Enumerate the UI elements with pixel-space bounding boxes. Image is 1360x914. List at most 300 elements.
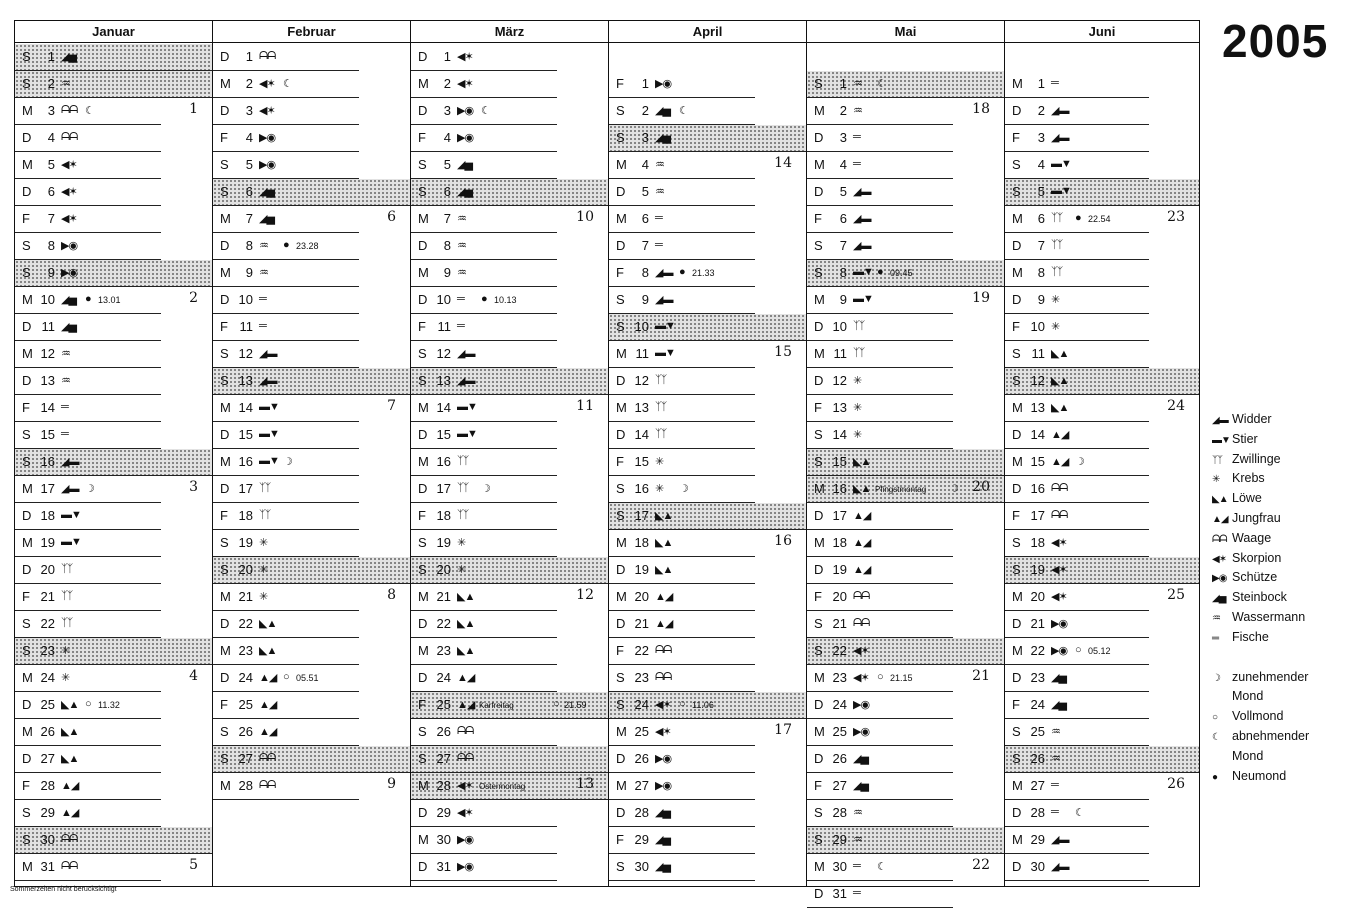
zodiac-icon: ◣▲ [457, 645, 475, 657]
zodiac-icon: ᛉᛉ [259, 482, 271, 494]
legend-item [1212, 549, 1309, 569]
zodiac-icon: ◀✶ [853, 672, 869, 684]
weekday-letter: D [418, 103, 428, 118]
day-number: 2 [443, 76, 451, 91]
week-number: 17 [774, 722, 792, 738]
legend-spacer [1212, 648, 1309, 668]
zodiac-icon: ═ [1051, 806, 1058, 818]
day-row [807, 719, 1004, 746]
day-number: 13 [832, 400, 847, 415]
weekday-letter: S [418, 751, 427, 766]
moon-phase-icon: ● [85, 293, 92, 305]
day-number: 17 [436, 481, 451, 496]
day-row [807, 395, 1004, 422]
day-row [609, 179, 806, 206]
day-number: 14 [634, 427, 649, 442]
day-row [411, 800, 608, 827]
day-number: 4 [641, 157, 649, 172]
month-header: Januar [15, 21, 212, 43]
weekday-letter: S [1012, 562, 1021, 577]
weekday-letter: F [814, 778, 822, 793]
day-number: 7 [245, 211, 253, 226]
day-row [15, 341, 212, 368]
weekday-letter: D [220, 481, 230, 496]
zodiac-icon: ▬▼ [655, 320, 675, 332]
zodiac-icon: ◢▅ [259, 186, 274, 198]
zodiac-icon: ◢▅ [1051, 699, 1066, 711]
day-row [411, 368, 608, 395]
weekday-letter: S [814, 805, 823, 820]
day-number: 22 [634, 643, 649, 658]
day-number: 22 [436, 616, 451, 631]
year-title: 2005 [1222, 15, 1329, 67]
day-row [609, 368, 806, 395]
day-row [411, 179, 608, 206]
day-row [15, 665, 212, 692]
zodiac-icon: ▲◢ [1051, 429, 1069, 441]
day-number: 14 [832, 427, 847, 442]
day-number: 18 [40, 508, 55, 523]
zodiac-icon: ◣▲ [1212, 494, 1228, 506]
zodiac-icon: ◢▬ [655, 267, 673, 279]
weekday-letter: D [616, 751, 626, 766]
weekday-letter: F [616, 265, 624, 280]
weekday-letter: F [220, 319, 228, 334]
weekday-letter: D [1012, 481, 1022, 496]
weekday-letter: D [814, 508, 824, 523]
weekday-letter: D [418, 805, 428, 820]
zodiac-icon: ◀✶ [655, 699, 671, 711]
day-number: 15 [634, 454, 649, 469]
day-row [411, 287, 608, 314]
day-number: 21 [832, 616, 847, 631]
week-number: 12 [576, 587, 594, 603]
day-row [807, 314, 1004, 341]
day-row [411, 773, 608, 800]
weekday-letter: D [220, 238, 230, 253]
weekday-letter: S [22, 427, 31, 442]
day-number: 8 [1037, 265, 1045, 280]
row-divider [411, 880, 557, 881]
weekday-letter: M [814, 292, 825, 307]
day-number: 30 [436, 832, 451, 847]
day-number: 6 [641, 211, 649, 226]
weekday-letter: S [616, 319, 625, 334]
week-number: 4 [189, 668, 198, 684]
day-number: 24 [1030, 697, 1045, 712]
day-row [1005, 206, 1199, 233]
weekday-letter: D [1012, 427, 1022, 442]
zodiac-icon: ◢▬ [1051, 105, 1069, 117]
weekday-letter: D [616, 184, 626, 199]
moon-phase-icon: ● [877, 266, 884, 278]
zodiac-icon: ◢▅ [655, 861, 670, 873]
zodiac-icon: ◣▲ [61, 699, 79, 711]
legend-label: Widder [1232, 412, 1272, 426]
day-row [411, 449, 608, 476]
zodiac-icon: ═ [259, 320, 266, 332]
day-row [807, 260, 1004, 287]
day-number: 12 [832, 373, 847, 388]
day-row [15, 422, 212, 449]
moon-phase-icon: ☾ [877, 78, 887, 90]
legend-label: Mond [1232, 748, 1264, 763]
zodiac-icon: ᗩᗩ [1051, 482, 1068, 494]
weekday-letter: S [814, 616, 823, 631]
day-row [411, 827, 608, 854]
zodiac-icon: ▶◉ [259, 132, 276, 144]
weekday-letter: M [814, 535, 825, 550]
day-number: 20 [1030, 589, 1045, 604]
month-column-april [608, 20, 806, 887]
day-number: 29 [832, 832, 847, 847]
day-number: 25 [1030, 724, 1045, 739]
weekday-letter: F [418, 319, 426, 334]
day-row [15, 800, 212, 827]
moon-phase-icon: ○ [1212, 712, 1218, 724]
month-column-januar [14, 20, 212, 887]
day-number: 3 [641, 130, 649, 145]
day-row [807, 881, 1004, 908]
day-row [411, 530, 608, 557]
day-number: 23 [40, 643, 55, 658]
day-number: 28 [832, 805, 847, 820]
zodiac-icon: ▶◉ [853, 726, 870, 738]
weekday-letter: F [616, 643, 624, 658]
day-row [609, 476, 806, 503]
weekday-letter: D [22, 373, 32, 388]
day-number: 31 [832, 886, 847, 901]
day-row [807, 773, 1004, 800]
zodiac-icon: ◣▲ [655, 537, 673, 549]
day-number: 25 [40, 697, 55, 712]
zodiac-icon: ▬▼ [61, 536, 81, 548]
weekday-letter: M [418, 400, 429, 415]
day-number: 8 [443, 238, 451, 253]
weekday-letter: F [814, 400, 822, 415]
day-row [15, 98, 212, 125]
day-row [213, 341, 410, 368]
week-number: 18 [972, 101, 990, 117]
weekday-letter: S [814, 238, 823, 253]
weekday-letter: D [616, 805, 626, 820]
zodiac-icon: ◣▲ [853, 483, 871, 495]
legend-label: abnehmender [1232, 728, 1310, 743]
weekday-letter: M [220, 265, 231, 280]
moon-phase-time: 22.54 [1088, 214, 1111, 224]
day-row [15, 503, 212, 530]
day-number: 29 [634, 832, 649, 847]
day-row [15, 746, 212, 773]
zodiac-icon: ◀✶ [61, 159, 77, 171]
day-number: 16 [40, 454, 55, 469]
weekday-letter: D [1012, 238, 1022, 253]
weekday-letter: S [814, 832, 823, 847]
legend-item [1212, 529, 1309, 549]
day-number: 26 [832, 751, 847, 766]
zodiac-icon: ᛉᛉ [655, 428, 667, 440]
zodiac-icon: ▬▼ [1212, 434, 1230, 446]
zodiac-icon: ◀✶ [61, 213, 77, 225]
moon-phase-icon: ● [283, 239, 290, 251]
day-number: 30 [634, 859, 649, 874]
day-number: 10 [436, 292, 451, 307]
weekday-letter: S [616, 292, 625, 307]
week-number: 22 [972, 857, 990, 873]
zodiac-icon: ◢▬ [457, 348, 475, 360]
weekday-letter: S [616, 859, 625, 874]
weekday-letter: S [220, 724, 229, 739]
zodiac-icon: ♒︎ [259, 240, 268, 252]
weekday-letter: M [814, 859, 825, 874]
day-number: 12 [436, 346, 451, 361]
day-row [411, 260, 608, 287]
day-number: 23 [634, 670, 649, 685]
zodiac-icon: ═ [853, 887, 860, 899]
day-number: 24 [40, 670, 55, 685]
day-row [1005, 233, 1199, 260]
day-number: 10 [1030, 319, 1045, 334]
weekday-letter: S [616, 130, 625, 145]
zodiac-icon: ᛉᛉ [1051, 266, 1063, 278]
day-number: 8 [641, 265, 649, 280]
weekday-letter: D [616, 238, 626, 253]
row-divider [1005, 880, 1149, 881]
month-column-februar [212, 20, 410, 887]
day-number: 29 [436, 805, 451, 820]
zodiac-icon: ═ [61, 428, 68, 440]
moon-phase-icon: ● [679, 266, 686, 278]
weekday-letter: D [22, 751, 32, 766]
month-column-mai [806, 20, 1004, 901]
zodiac-icon: ═ [853, 860, 860, 872]
day-row [1005, 773, 1199, 800]
zodiac-icon: ᛉᛉ [457, 482, 469, 494]
day-number: 22 [832, 643, 847, 658]
day-number: 11 [239, 319, 253, 334]
day-number: 20 [40, 562, 55, 577]
moon-phase-time: 23.28 [296, 241, 319, 251]
day-number: 3 [1037, 130, 1045, 145]
day-row [1005, 530, 1199, 557]
day-row [411, 476, 608, 503]
weekday-letter: S [22, 643, 31, 658]
day-row [15, 368, 212, 395]
day-row [609, 719, 806, 746]
moon-phase-icon: ☽ [481, 483, 491, 495]
zodiac-icon: ◀✶ [655, 726, 671, 738]
legend-item [1212, 489, 1309, 509]
day-row [807, 206, 1004, 233]
weekday-letter: M [220, 76, 231, 91]
weekday-letter: F [220, 697, 228, 712]
day-row [411, 152, 608, 179]
weekday-letter: D [22, 697, 32, 712]
weekday-letter: S [220, 373, 229, 388]
weekday-letter: F [220, 508, 228, 523]
moon-phase-icon: ☾ [283, 78, 293, 90]
weekday-letter: M [22, 535, 33, 550]
zodiac-icon: ◣▲ [61, 726, 79, 738]
weekday-letter: S [1012, 157, 1021, 172]
zodiac-icon: ▲◢ [61, 807, 79, 819]
holiday-label: Ostermontag [479, 782, 526, 791]
weekday-letter: F [616, 832, 624, 847]
week-number: 19 [972, 290, 990, 306]
moon-phase-icon: ○ [877, 671, 884, 683]
day-number: 17 [1030, 508, 1045, 523]
day-number: 27 [238, 751, 253, 766]
week-number: 23 [1167, 209, 1185, 225]
weekday-letter: D [814, 697, 824, 712]
zodiac-icon: ◢▅ [457, 159, 472, 171]
day-row [15, 719, 212, 746]
day-number: 22 [40, 616, 55, 631]
day-number: 7 [1037, 238, 1045, 253]
day-number: 12 [634, 373, 649, 388]
row-divider [609, 880, 755, 881]
day-number: 26 [40, 724, 55, 739]
day-row [213, 611, 410, 638]
weekday-letter: S [220, 562, 229, 577]
zodiac-icon: ᛉᛉ [457, 509, 469, 521]
legend-label: Jungfrau [1232, 510, 1281, 525]
moon-phase-time: 10.13 [494, 295, 517, 305]
moon-phase-icon: ○ [1075, 644, 1082, 656]
day-row [1005, 449, 1199, 476]
weekday-letter: S [616, 481, 625, 496]
zodiac-icon: ᛉᛉ [61, 563, 73, 575]
moon-phase-icon: ☾ [679, 105, 689, 117]
day-row [609, 341, 806, 368]
moon-phase-icon: ☾ [85, 105, 95, 117]
week-number: 15 [774, 344, 792, 360]
month-header: März [411, 21, 608, 43]
moon-phase-time: 13.01 [98, 295, 121, 305]
day-row [807, 584, 1004, 611]
zodiac-icon: ᗩᗩ [259, 50, 276, 62]
day-row [213, 314, 410, 341]
weekday-letter: S [1012, 724, 1021, 739]
zodiac-icon: ◣▲ [853, 456, 871, 468]
day-row [213, 422, 410, 449]
day-row [609, 584, 806, 611]
weekday-letter: F [22, 589, 30, 604]
zodiac-icon: ▲◢ [457, 672, 475, 684]
day-row [15, 125, 212, 152]
day-number: 3 [443, 103, 451, 118]
day-row [213, 287, 410, 314]
zodiac-icon: ▶◉ [457, 861, 474, 873]
weekday-letter: F [616, 454, 624, 469]
legend-label: Neumond [1232, 768, 1287, 783]
weekday-letter: S [1012, 373, 1021, 388]
zodiac-icon: ◀✶ [259, 78, 275, 90]
zodiac-icon: ♒︎ [853, 807, 862, 819]
week-number: 5 [189, 857, 198, 873]
zodiac-icon: ◀✶ [1051, 537, 1067, 549]
day-row [213, 449, 410, 476]
day-row [807, 152, 1004, 179]
weekday-letter: M [22, 157, 33, 172]
day-row [1005, 71, 1199, 98]
weekday-letter: D [1012, 805, 1022, 820]
moon-phase-time: 21.15 [890, 673, 913, 683]
zodiac-icon: ◢▅ [259, 213, 274, 225]
zodiac-icon: ♒︎ [457, 267, 466, 279]
weekday-letter: S [814, 265, 823, 280]
day-row [411, 233, 608, 260]
day-number: 28 [634, 805, 649, 820]
zodiac-icon: ◢▬ [1051, 132, 1069, 144]
zodiac-icon: ᛉᛉ [61, 590, 73, 602]
day-row [807, 530, 1004, 557]
zodiac-icon: ▲◢ [1212, 513, 1228, 525]
weekday-letter: S [418, 157, 427, 172]
day-number: 18 [436, 508, 451, 523]
zodiac-icon: ▬▼ [1051, 158, 1071, 170]
weekday-letter: S [220, 184, 229, 199]
legend-item [1212, 608, 1309, 628]
day-row [213, 98, 410, 125]
day-row [213, 503, 410, 530]
day-number: 2 [1037, 103, 1045, 118]
weekday-letter: F [814, 589, 822, 604]
day-row [411, 314, 608, 341]
zodiac-icon: ▶◉ [655, 753, 672, 765]
weekday-letter: M [418, 76, 429, 91]
weekday-letter: M [1012, 778, 1023, 793]
day-number: 6 [443, 184, 451, 199]
day-row [411, 584, 608, 611]
zodiac-icon: ▶◉ [457, 132, 474, 144]
day-row [15, 233, 212, 260]
day-number: 3 [47, 103, 55, 118]
day-row [609, 773, 806, 800]
day-number: 25 [832, 724, 847, 739]
day-row [15, 152, 212, 179]
zodiac-icon: ᛉᛉ [853, 320, 865, 332]
day-row [807, 746, 1004, 773]
weekday-letter: M [220, 643, 231, 658]
day-number: 4 [47, 130, 55, 145]
day-number: 21 [40, 589, 55, 604]
day-number: 4 [839, 157, 847, 172]
day-number: 1 [641, 76, 649, 91]
day-row [807, 557, 1004, 584]
day-row [15, 179, 212, 206]
day-row [213, 125, 410, 152]
day-number: 1 [839, 76, 847, 91]
day-row [213, 71, 410, 98]
weekday-letter: S [418, 373, 427, 388]
day-number: 27 [832, 778, 847, 793]
zodiac-icon: ◀✶ [457, 780, 473, 792]
weekday-letter: D [418, 859, 428, 874]
zodiac-icon: ▶◉ [1212, 573, 1227, 585]
day-number: 3 [245, 103, 253, 118]
week-number: 25 [1167, 587, 1185, 603]
weekday-letter: M [418, 265, 429, 280]
day-number: 13 [436, 373, 451, 388]
weekday-letter: S [22, 454, 31, 469]
day-number: 16 [1030, 481, 1045, 496]
weekday-letter: S [418, 184, 427, 199]
day-number: 7 [443, 211, 451, 226]
legend-item [1212, 509, 1309, 529]
day-row [15, 584, 212, 611]
weekday-letter: D [1012, 616, 1022, 631]
